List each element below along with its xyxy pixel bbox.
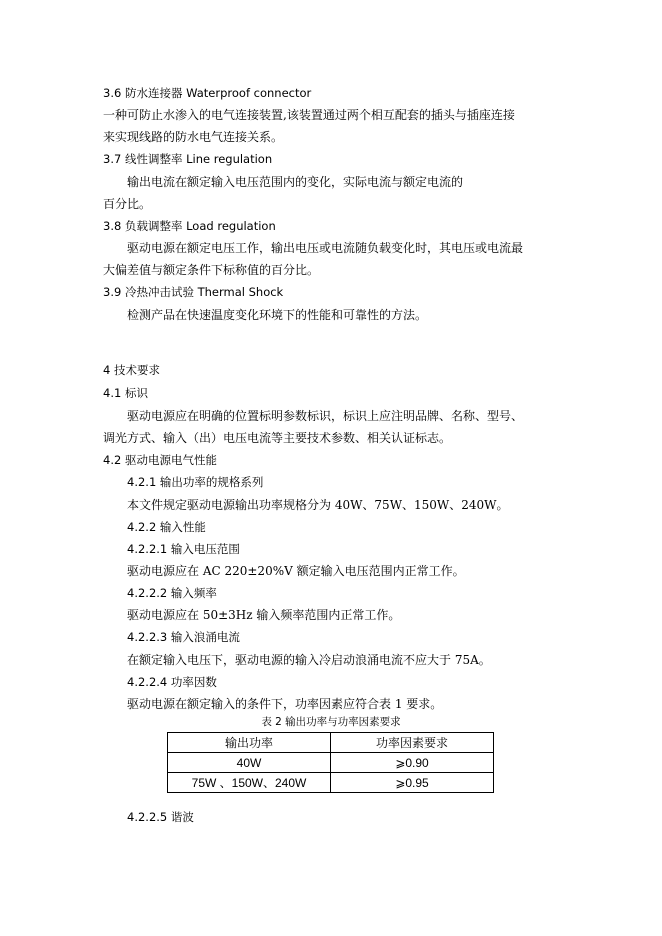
table-cell: ⩾0.90: [331, 753, 494, 773]
heading-4-2-2-1: 4.2.2.1 输入电压范围: [127, 542, 240, 556]
table-row: [168, 753, 494, 773]
heading-4-2-2-2: 4.2.2.2 输入频率: [127, 586, 217, 600]
paragraph-line: 检测产品在快速温度变化环境下的性能和可靠性的方法。: [127, 308, 428, 322]
paragraph-line: 驱动电源在额定输入的条件下，功率因素应符合表 1 要求。: [127, 697, 443, 711]
heading-3-6: 3.6 防水连接器 Waterproof connector: [103, 86, 312, 100]
heading-4-2-2: 4.2.2 输入性能: [127, 520, 206, 534]
heading-4-2-2-4: 4.2.2.4 功率因数: [127, 675, 217, 689]
table-caption: 表 2 输出功率与功率因素要求: [261, 716, 401, 728]
paragraph-line: 驱动电源应在 AC 220±20%V 额定输入电压范围内正常工作。: [127, 564, 465, 578]
table-cell: 75W 、150W、240W: [168, 773, 331, 793]
heading-4-2-2-5: 4.2.2.5 谐波: [127, 810, 194, 824]
heading-3-7: 3.7 线性调整率 Line regulation: [103, 152, 273, 166]
paragraph-line: 调光方式、输入（出）电压电流等主要技术参数、相关认证标志。: [103, 431, 452, 445]
paragraph-line: 一种可防止水渗入的电气连接装置,该装置通过两个相互配套的插头与插座连接: [103, 108, 515, 122]
heading-3-9: 3.9 冷热冲击试验 Thermal Shock: [103, 285, 284, 299]
heading-4-2-2-3: 4.2.2.3 输入浪涌电流: [127, 630, 240, 644]
paragraph-line: 来实现线路的防水电气连接关系。: [103, 130, 284, 144]
heading-4-1: 4.1 标识: [103, 386, 148, 400]
paragraph-line: 大偏差值与额定条件下标称值的百分比。: [103, 263, 320, 277]
column-header: 输出功率: [168, 733, 331, 753]
paragraph-line: 在额定输入电压下，驱动电源的输入冷启动浪涌电流不应大于 75A。: [127, 653, 491, 667]
heading-4: 4 技术要求: [103, 363, 160, 377]
table-cell: ⩾0.95: [331, 773, 494, 793]
paragraph-line: 输出电流在额定输入电压范围内的变化，实际电流与额定电流的: [127, 175, 464, 189]
table-row: [168, 773, 494, 793]
heading-4-2: 4.2 驱动电源电气性能: [103, 453, 217, 467]
power-factor-table: [167, 732, 494, 793]
paragraph-line: 驱动电源在额定电压工作，输出电压或电流随负载变化时，其电压或电流最: [127, 241, 524, 255]
paragraph-line: 本文件规定驱动电源输出功率规格分为 40W、75W、150W、240W。: [127, 498, 509, 512]
paragraph-line: 百分比。: [103, 197, 152, 211]
paragraph-line: 驱动电源应在明确的位置标明参数标识，标识上应注明品牌、名称、型号、: [127, 409, 524, 423]
heading-4-2-1: 4.2.1 输出功率的规格系列: [127, 475, 264, 489]
heading-3-8: 3.8 负载调整率 Load regulation: [103, 219, 276, 233]
column-header: 功率因素要求: [331, 733, 494, 753]
paragraph-line: 驱动电源应在 50±3Hz 输入频率范围内正常工作。: [127, 608, 401, 622]
table-header-row: [168, 733, 494, 753]
table-cell: 40W: [168, 753, 331, 773]
